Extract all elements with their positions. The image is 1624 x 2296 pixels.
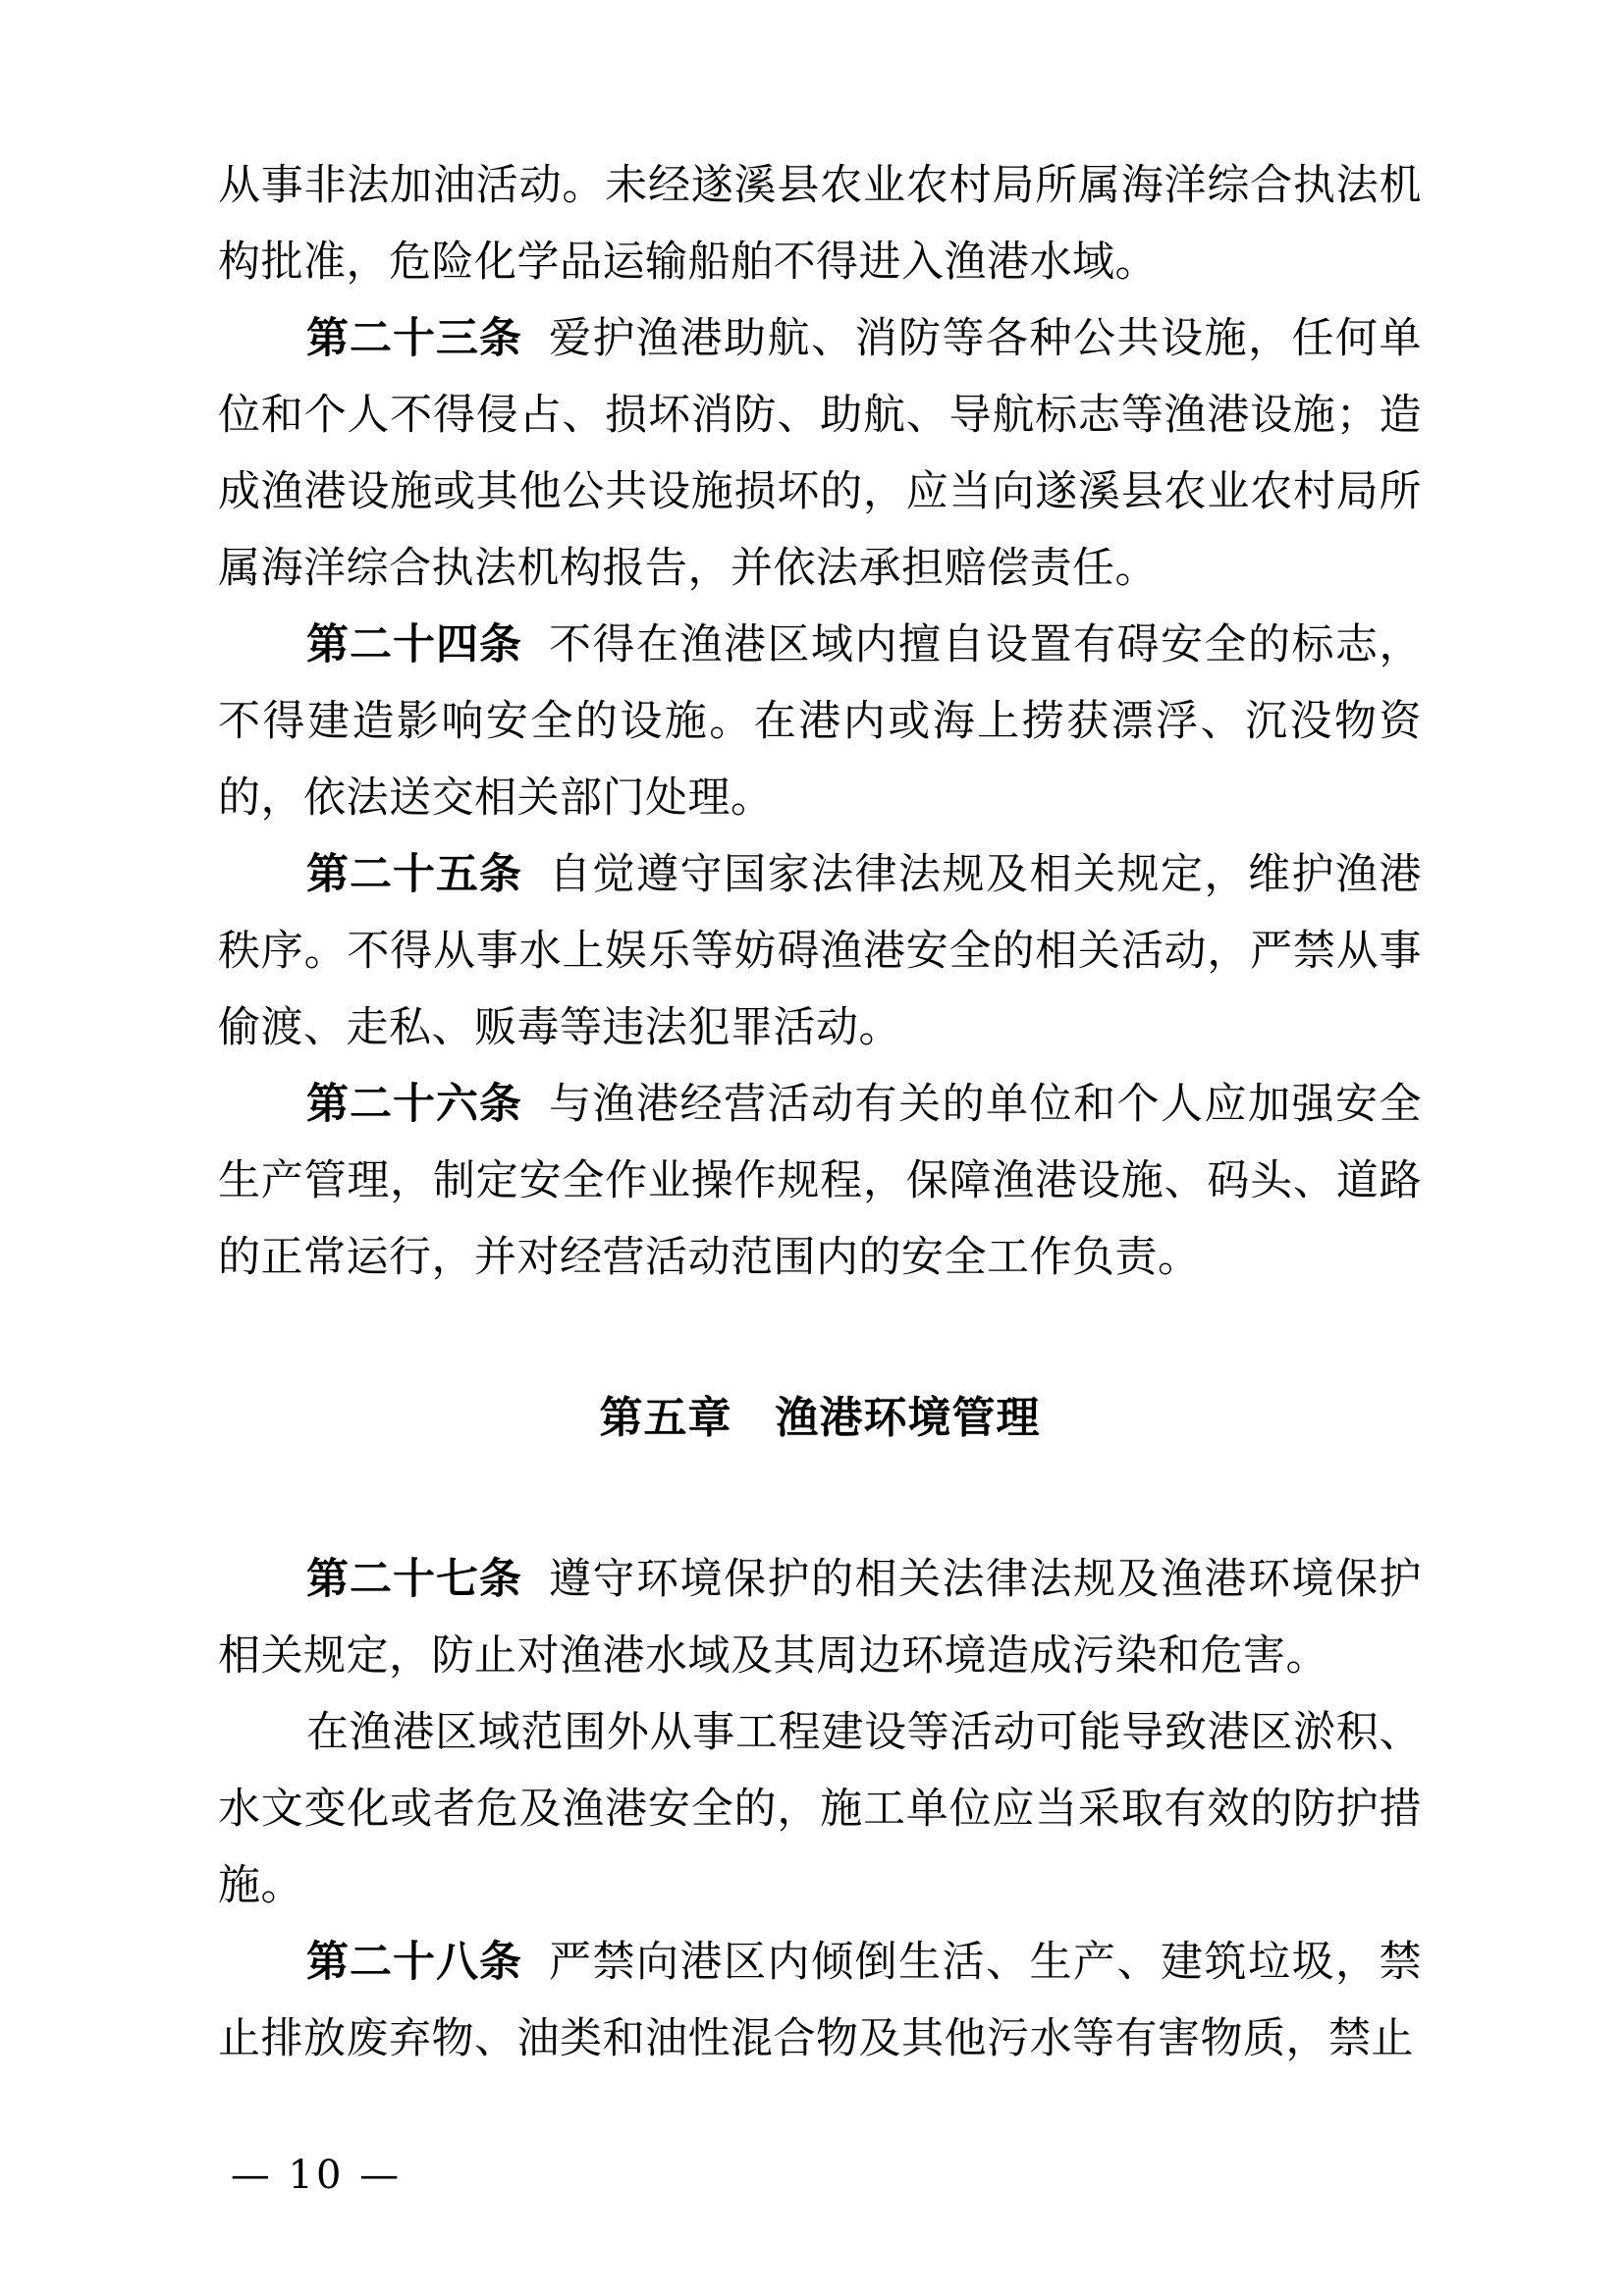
article-text: 与渔港经营活动有关的单位和个人应加强安全生产管理，制定安全作业操作规程，保障渔港设施、码头、道路的正常运行，并对经营活动范围内的安全工作负责。 (218, 1080, 1422, 1282)
article-text: 遵守环境保护的相关法律法规及渔港环境保护相关规定，防止对渔港水域及其周边环境造成污染和危害。 (218, 1555, 1422, 1681)
paragraph-indented: 在渔港区域范围外从事工程建设等活动可能导致港区淤积、水文变化或者危及渔港安全的，施工单位应当采取有效的防护措施。 (218, 1708, 1422, 1910)
chapter-number: 第五章 (599, 1393, 732, 1443)
article-number: 第二十六条 (306, 1080, 522, 1129)
article-paragraph (218, 1924, 1422, 2077)
chapter-title: 渔港环境管理 (775, 1393, 1041, 1443)
paragraph-continuation: 从事非法加油活动。未经遂溪县农业农村局所属海洋综合执法机构批准，危险化学品运输船舶不得进入渔港水域。 (218, 161, 1422, 287)
article-text: 自觉遵守国家法律法规及相关规定，维护渔港秩序。不得从事水上娱乐等妨碍渔港安全的相关活动，严禁从事偷渡、走私、贩毒等违法犯罪活动。 (218, 850, 1422, 1052)
chapter-heading (218, 1380, 1422, 1457)
article-text: 爱护渔港助航、消防等各种公共设施，任何单位和个人不得侵占、损坏消防、助航、导航标志等渔港设施；造成渔港设施或其他公共设施损坏的，应当向遂溪县农业农村局所属海洋综合执法机构报告，并依法承担赔偿责任。 (218, 314, 1422, 593)
article-text: 不得在渔港区域内擅自设置有碍安全的标志，不得建造影响安全的设施。在港内或海上捞获漂浮、沉没物资的，依法送交相关部门处理。 (218, 620, 1422, 823)
article-number: 第二十八条 (306, 1938, 522, 1987)
vertical-spacer (218, 1457, 1422, 1541)
article-paragraph (218, 300, 1422, 607)
article-number: 第二十三条 (306, 314, 522, 363)
article-number: 第二十四条 (306, 620, 522, 669)
article-paragraph (218, 607, 1422, 836)
article-paragraph (218, 1541, 1422, 1694)
article-paragraph (218, 836, 1422, 1066)
article-paragraph (218, 1066, 1422, 1296)
article-number: 第二十五条 (306, 850, 522, 899)
article-number: 第二十七条 (306, 1555, 522, 1604)
article-text: 严禁向港区内倾倒生活、生产、建筑垃圾，禁止排放废弃物、油类和油性混合物及其他污水等有害物质，禁止 (218, 1938, 1422, 2063)
vertical-spacer (218, 1296, 1422, 1380)
page-number: — 10 — (230, 2153, 403, 2198)
document-body (218, 147, 1422, 2077)
